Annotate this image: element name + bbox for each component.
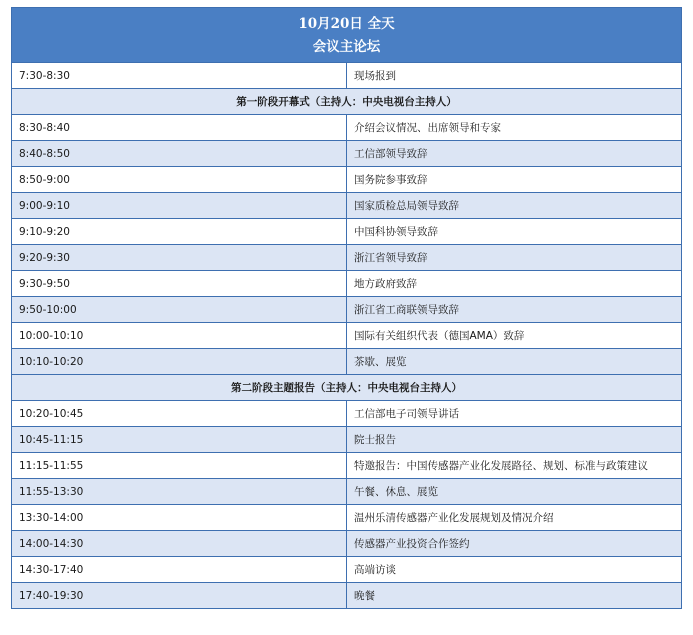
item-cell: 特邀报告：中国传感器产业化发展路径、规划、标准与政策建议 [347, 453, 682, 479]
header-cell [12, 8, 682, 63]
schedule-row [12, 453, 682, 479]
schedule-row [12, 63, 682, 89]
item-cell: 传感器产业投资合作签约 [347, 531, 682, 557]
time-cell: 9:50-10:00 [12, 297, 347, 323]
schedule-row [12, 219, 682, 245]
time-cell: 8:30-8:40 [12, 115, 347, 141]
item-cell: 地方政府致辞 [347, 271, 682, 297]
schedule-row [12, 167, 682, 193]
item-cell: 浙江省领导致辞 [347, 245, 682, 271]
schedule-row [12, 349, 682, 375]
item-cell: 浙江省工商联领导致辞 [347, 297, 682, 323]
header-date: 10月20日 全天 [298, 16, 395, 32]
schedule-row [12, 505, 682, 531]
schedule-row [12, 271, 682, 297]
time-cell: 11:15-11:55 [12, 453, 347, 479]
header-title: 会议主论坛 [312, 39, 381, 55]
time-cell: 17:40-19:30 [12, 583, 347, 609]
schedule-row [12, 479, 682, 505]
time-cell: 8:40-8:50 [12, 141, 347, 167]
schedule-row [12, 531, 682, 557]
item-cell: 温州乐清传感器产业化发展规划及情况介绍 [347, 505, 682, 531]
schedule-row [12, 297, 682, 323]
section-header-row [12, 89, 682, 115]
item-cell: 国际有关组织代表（德国AMA）致辞 [347, 323, 682, 349]
schedule-row [12, 557, 682, 583]
item-cell: 国家质检总局领导致辞 [347, 193, 682, 219]
time-cell: 9:00-9:10 [12, 193, 347, 219]
schedule-table [11, 7, 682, 609]
item-cell: 工信部领导致辞 [347, 141, 682, 167]
time-cell: 10:10-10:20 [12, 349, 347, 375]
section-label: 第二阶段主题报告（主持人：中央电视台主持人） [12, 375, 682, 401]
time-cell: 9:10-9:20 [12, 219, 347, 245]
item-cell: 介绍会议情况、出席领导和专家 [347, 115, 682, 141]
schedule-row [12, 323, 682, 349]
item-cell: 国务院参事致辞 [347, 167, 682, 193]
schedule-row [12, 583, 682, 609]
section-label: 第一阶段开幕式（主持人：中央电视台主持人） [12, 89, 682, 115]
time-cell: 14:30-17:40 [12, 557, 347, 583]
schedule-row [12, 245, 682, 271]
time-cell: 9:30-9:50 [12, 271, 347, 297]
item-cell: 现场报到 [347, 63, 682, 89]
item-cell: 院士报告 [347, 427, 682, 453]
schedule-row [12, 115, 682, 141]
section-header-row [12, 375, 682, 401]
time-cell: 10:00-10:10 [12, 323, 347, 349]
item-cell: 茶歇、展览 [347, 349, 682, 375]
table-header [12, 8, 682, 63]
time-cell: 10:20-10:45 [12, 401, 347, 427]
time-cell: 10:45-11:15 [12, 427, 347, 453]
time-cell: 13:30-14:00 [12, 505, 347, 531]
schedule-row [12, 193, 682, 219]
schedule-row [12, 427, 682, 453]
time-cell: 9:20-9:30 [12, 245, 347, 271]
time-cell: 14:00-14:30 [12, 531, 347, 557]
schedule-row [12, 141, 682, 167]
item-cell: 晚餐 [347, 583, 682, 609]
schedule-row [12, 401, 682, 427]
item-cell: 工信部电子司领导讲话 [347, 401, 682, 427]
time-cell: 11:55-13:30 [12, 479, 347, 505]
item-cell: 中国科协领导致辞 [347, 219, 682, 245]
time-cell: 8:50-9:00 [12, 167, 347, 193]
item-cell: 午餐、休息、展览 [347, 479, 682, 505]
time-cell: 7:30-8:30 [12, 63, 347, 89]
item-cell: 高端访谈 [347, 557, 682, 583]
